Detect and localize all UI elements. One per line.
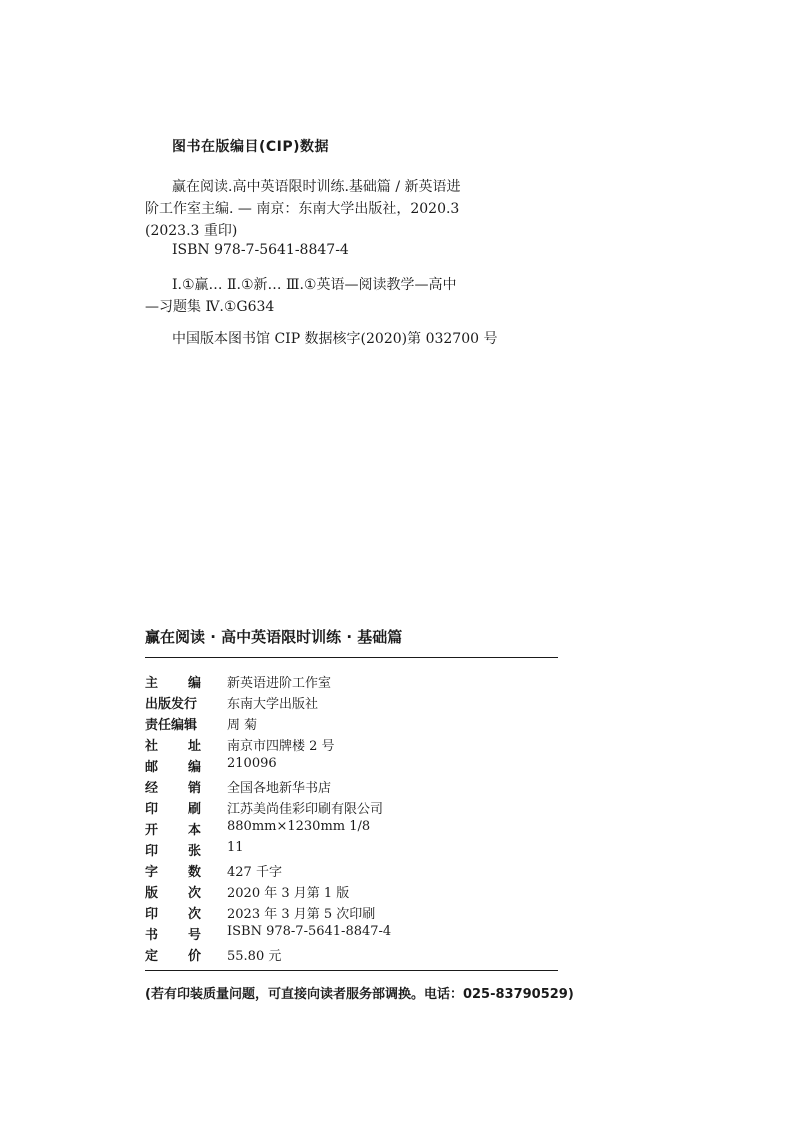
book-title: 赢在阅读 · 高中英语限时训练 · 基础篇 [145,628,403,646]
info-label: 出版发行 [145,697,198,712]
info-value: 东南大学出版社 [227,697,319,712]
info-label: 版 次 [145,886,201,901]
cip-line-isbn: ISBN 978-7-5641-8847-4 [172,242,349,258]
info-value: 江苏美尚佳彩印刷有限公司 [227,802,384,817]
info-label: 印 刷 [145,802,201,817]
info-value: 全国各地新华书店 [227,781,332,796]
info-value: 2020 年 3 月第 1 版 [227,886,350,901]
cip-heading: 图书在版编目(CIP)数据 [172,139,330,155]
info-label: 印 张 [145,844,201,859]
info-value: 南京市四牌楼 2 号 [227,739,335,754]
cip-line-publisher: 阶工作室主编. — 南京：东南大学出版社，2020.3 [145,201,460,217]
cip-line-reprint: (2023.3 重印) [145,223,238,239]
info-label: 书 号 [145,928,201,943]
info-label: 印 次 [145,907,201,922]
info-value: 427 千字 [227,865,282,880]
cip-line-title: 赢在阅读.高中英语限时训练.基础篇 / 新英语进 [172,179,461,195]
info-value: 新英语进阶工作室 [227,676,332,691]
info-value: ISBN 978-7-5641-8847-4 [227,924,392,939]
cip-line-subjects: Ⅰ.①赢… Ⅱ.①新… Ⅲ.①英语—阅读教学—高中 [172,277,457,293]
cip-line-classification: —习题集 Ⅳ.①G634 [145,299,275,315]
info-label: 经 销 [145,781,201,796]
info-label: 责任编辑 [145,718,198,733]
info-value: 210096 [227,756,277,771]
info-label: 主 编 [145,676,201,691]
info-label: 社 址 [145,739,201,754]
info-label: 字 数 [145,865,201,880]
info-value: 周 菊 [227,718,258,733]
bottom-divider [145,970,558,971]
info-value: 55.80 元 [227,949,282,964]
info-label: 开 本 [145,823,201,838]
info-value: 11 [227,840,244,855]
info-value: 2023 年 3 月第 5 次印刷 [227,907,376,922]
cip-line-record-number: 中国版本图书馆 CIP 数据核字(2020)第 032700 号 [172,331,498,347]
info-label: 定 价 [145,949,201,964]
top-divider [145,657,558,658]
service-notice: (若有印装质量问题，可直接向读者服务部调换。电话：025-83790529) [145,987,574,1002]
info-label: 邮 编 [145,760,201,775]
info-value: 880mm×1230mm 1/8 [227,819,371,834]
